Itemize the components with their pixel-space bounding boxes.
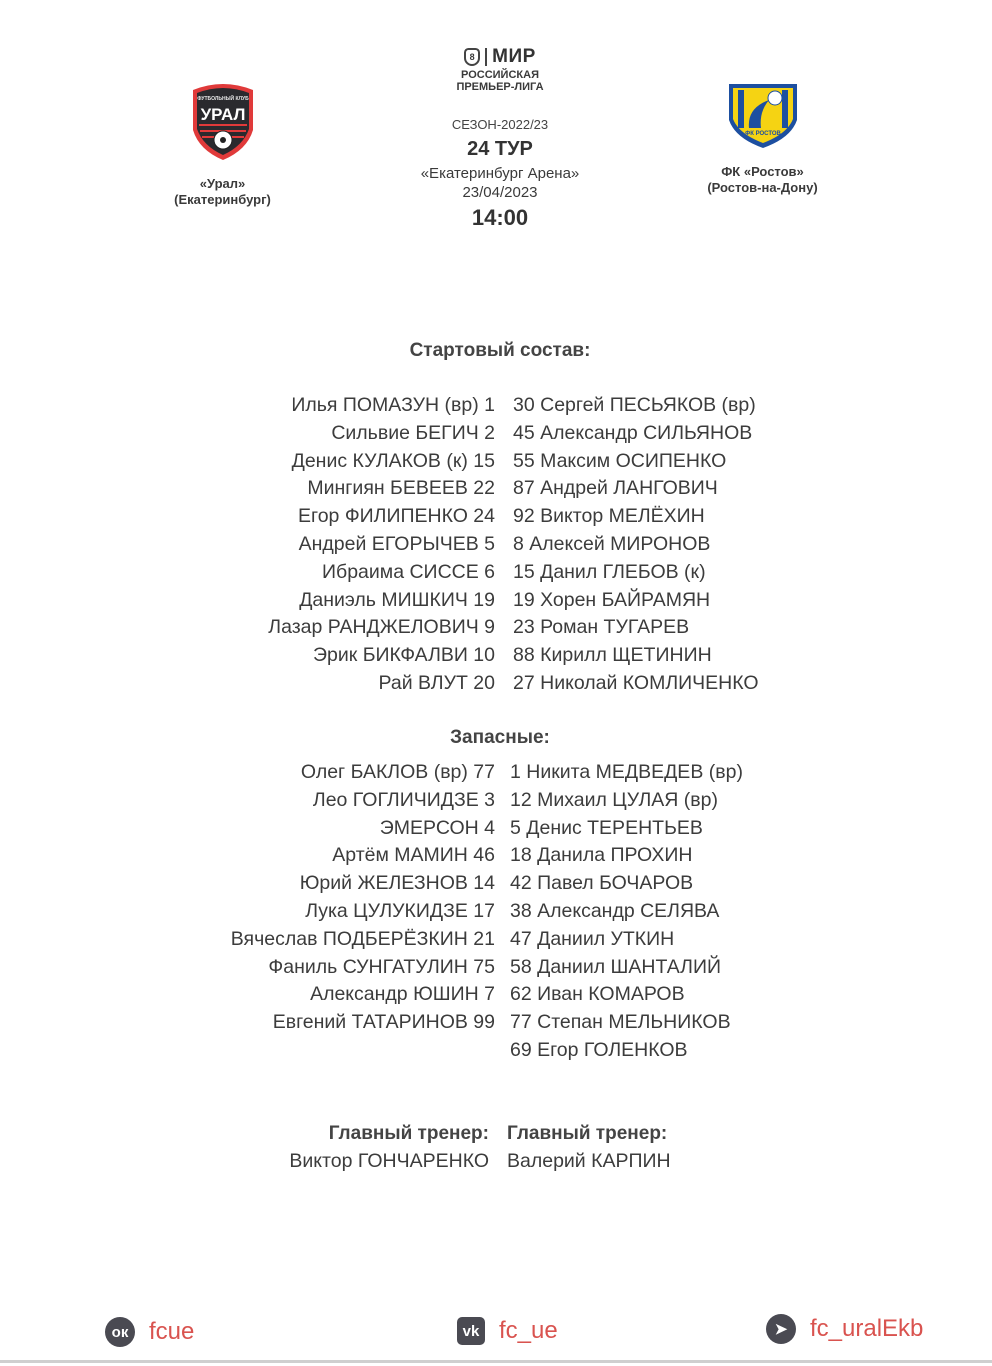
lineup-row <box>0 559 992 587</box>
subs-row <box>0 926 992 954</box>
away-player: 87 Андрей ЛАНГОВИЧ <box>513 477 718 500</box>
home-club-name: «Урал» <box>199 176 246 191</box>
social-link-vk[interactable] <box>457 1317 558 1345</box>
lineup-row <box>0 420 992 448</box>
home-player: Александр ЮШИН 7 <box>310 983 495 1006</box>
away-player: 42 Павел БОЧАРОВ <box>510 872 694 895</box>
lineup-row <box>0 587 992 615</box>
social-handle: fc_uralEkb <box>810 1315 924 1342</box>
social-footer <box>0 1312 992 1352</box>
subs-row <box>0 870 992 898</box>
subs-row <box>0 815 992 843</box>
away-player: 8 Алексей МИРОНОВ <box>513 532 711 555</box>
subs-row <box>0 842 992 870</box>
away-player: 55 Максим ОСИПЕНКО <box>513 449 727 472</box>
away-player: 15 Данил ГЛЕБОВ (к) <box>513 560 706 583</box>
away-player: 88 Кирилл ЩЕТИНИН <box>513 644 712 667</box>
lineup-row <box>0 503 992 531</box>
away-player: 69 Егор ГОЛЕНКОВ <box>510 1038 688 1061</box>
home-player: Юрий ЖЕЛЕЗНОВ 14 <box>299 872 495 895</box>
home-player: Ибраима СИССЕ 6 <box>322 560 495 583</box>
home-player: Илья ПОМАЗУН (вр) 1 <box>291 394 495 416</box>
social-link-telegram[interactable] <box>766 1314 923 1344</box>
subs-row <box>0 787 992 815</box>
away-player: 19 Хорен БАЙРАМЯН <box>513 588 711 611</box>
match-date: 23/04/2023 <box>462 184 538 201</box>
away-player: 5 Денис ТЕРЕНТЬЕВ <box>510 816 703 839</box>
stadium: «Екатеринбург Арена» <box>420 165 580 182</box>
league-name-line2: ПРЕМЬЕР-ЛИГА <box>456 81 544 93</box>
home-player: Фаниль СУНГАТУЛИН 75 <box>268 955 495 978</box>
match-info <box>400 45 600 231</box>
lineup-row <box>0 448 992 476</box>
subs-row <box>0 1037 992 1065</box>
home-player: Евгений ТАТАРИНОВ 99 <box>272 1011 495 1034</box>
away-player: 27 Николай КОМЛИЧЕНКО <box>513 671 759 694</box>
home-player: Вячеслав ПОДБЕРЁЗКИН 21 <box>230 927 495 950</box>
lineup-row <box>0 392 992 420</box>
subs-row <box>0 954 992 982</box>
home-coach-name: Виктор ГОНЧАРЕНКО <box>289 1149 489 1172</box>
away-player: 1 Никита МЕДВЕДЕВ (вр) <box>510 761 743 783</box>
svg-text:ФК РОСТОВ: ФК РОСТОВ <box>744 131 781 137</box>
away-player: 92 Виктор МЕЛЁХИН <box>513 505 705 528</box>
home-player: Андрей ЕГОРЫЧЕВ 5 <box>298 532 495 555</box>
lineup-row <box>0 670 992 698</box>
away-player: 77 Степан МЕЛЬНИКОВ <box>510 1011 731 1034</box>
social-handle: fcue <box>149 1318 195 1345</box>
league-name-line1: РОССИЙСКАЯ <box>461 69 539 81</box>
away-player: 12 Михаил ЦУЛАЯ (вр) <box>510 788 718 811</box>
away-player: 62 Иван КОМАРОВ <box>510 983 685 1006</box>
home-player: Даниэль МИШКИЧ 19 <box>299 588 495 611</box>
logo-divider <box>485 48 487 66</box>
league-logo <box>400 45 600 69</box>
away-player: 18 Данила ПРОХИН <box>510 844 693 867</box>
kickoff-time: 14:00 <box>471 205 529 230</box>
social-handle: fc_ue <box>499 1317 558 1344</box>
coaches <box>0 1120 992 1176</box>
away-club-city: (Ростов-на-Дону) <box>707 180 818 195</box>
home-player: Олег БАКЛОВ (вр) 77 <box>300 761 495 783</box>
odnoklassniki-icon: ок <box>105 1317 135 1347</box>
home-player: ЭМЕРСОН 4 <box>379 816 495 839</box>
lineup-row <box>0 642 992 670</box>
rpl-badge-icon: 8 <box>464 48 480 66</box>
home-player: Лазар РАНДЖЕЛОВИЧ 9 <box>268 616 495 639</box>
sponsor-name: МИР <box>492 46 536 67</box>
away-coach-name: Валерий КАРПИН <box>507 1149 671 1172</box>
substitutes-heading: Запасные: <box>450 727 550 748</box>
lineup-row <box>0 614 992 642</box>
away-player: 58 Даниил ШАНТАЛИЙ <box>510 955 721 978</box>
subs-row <box>0 898 992 926</box>
home-player: Эрик БИКФАЛВИ 10 <box>313 644 495 667</box>
lineup-row <box>0 531 992 559</box>
social-link-odnoklassniki[interactable] <box>105 1317 194 1347</box>
season: СЕЗОН-2022/23 <box>451 117 549 132</box>
svg-text:УРАЛ: УРАЛ <box>200 105 245 124</box>
home-club <box>160 80 285 208</box>
lineup-row <box>0 475 992 503</box>
telegram-icon: ➤ <box>766 1314 796 1344</box>
home-player: Денис КУЛАКОВ (к) 15 <box>291 449 495 472</box>
subs-row <box>0 1009 992 1037</box>
away-player: 30 Сергей ПЕСЬЯКОВ (вр) <box>513 394 756 416</box>
home-player: Рай ВЛУТ 20 <box>378 671 495 694</box>
substitutes <box>0 759 992 1065</box>
coach-name-row <box>0 1148 992 1176</box>
away-player: 23 Роман ТУГАРЕВ <box>513 616 690 639</box>
away-club <box>700 80 825 196</box>
coach-label-row <box>0 1120 992 1148</box>
home-coach-label: Главный тренер: <box>328 1123 489 1144</box>
round: 24 ТУР <box>467 138 533 160</box>
vk-icon: vk <box>457 1317 485 1345</box>
away-player: 45 Александр СИЛЬЯНОВ <box>513 421 753 444</box>
subs-row <box>0 981 992 1009</box>
home-player: Егор ФИЛИПЕНКО 24 <box>298 505 495 528</box>
home-player: Мингиян БЕВЕЕВ 22 <box>307 477 495 500</box>
home-player: Лео ГОГЛИЧИДЗЕ 3 <box>312 788 495 811</box>
home-player: Сильвие БЕГИЧ 2 <box>331 421 495 444</box>
away-player: 38 Александр СЕЛЯВА <box>510 899 720 922</box>
away-coach-label: Главный тренер: <box>507 1123 668 1144</box>
home-player: Лука ЦУЛУКИДЗЕ 17 <box>305 899 495 922</box>
svg-text:ФУТБОЛЬНЫЙ КЛУБ: ФУТБОЛЬНЫЙ КЛУБ <box>196 96 249 102</box>
away-player: 47 Даниил УТКИН <box>510 927 675 950</box>
subs-row <box>0 759 992 787</box>
starting-lineup <box>0 392 992 698</box>
away-club-name: ФК «Ростов» <box>721 164 804 179</box>
ural-crest-icon <box>187 80 259 162</box>
starting-lineup-heading: Стартовый состав: <box>409 340 591 361</box>
match-header <box>0 0 992 260</box>
home-player: Артём МАМИН 46 <box>332 844 495 867</box>
rostov-crest-icon <box>725 80 801 150</box>
page-edge-divider <box>0 1360 992 1363</box>
home-club-city: (Екатеринбург) <box>174 192 271 207</box>
